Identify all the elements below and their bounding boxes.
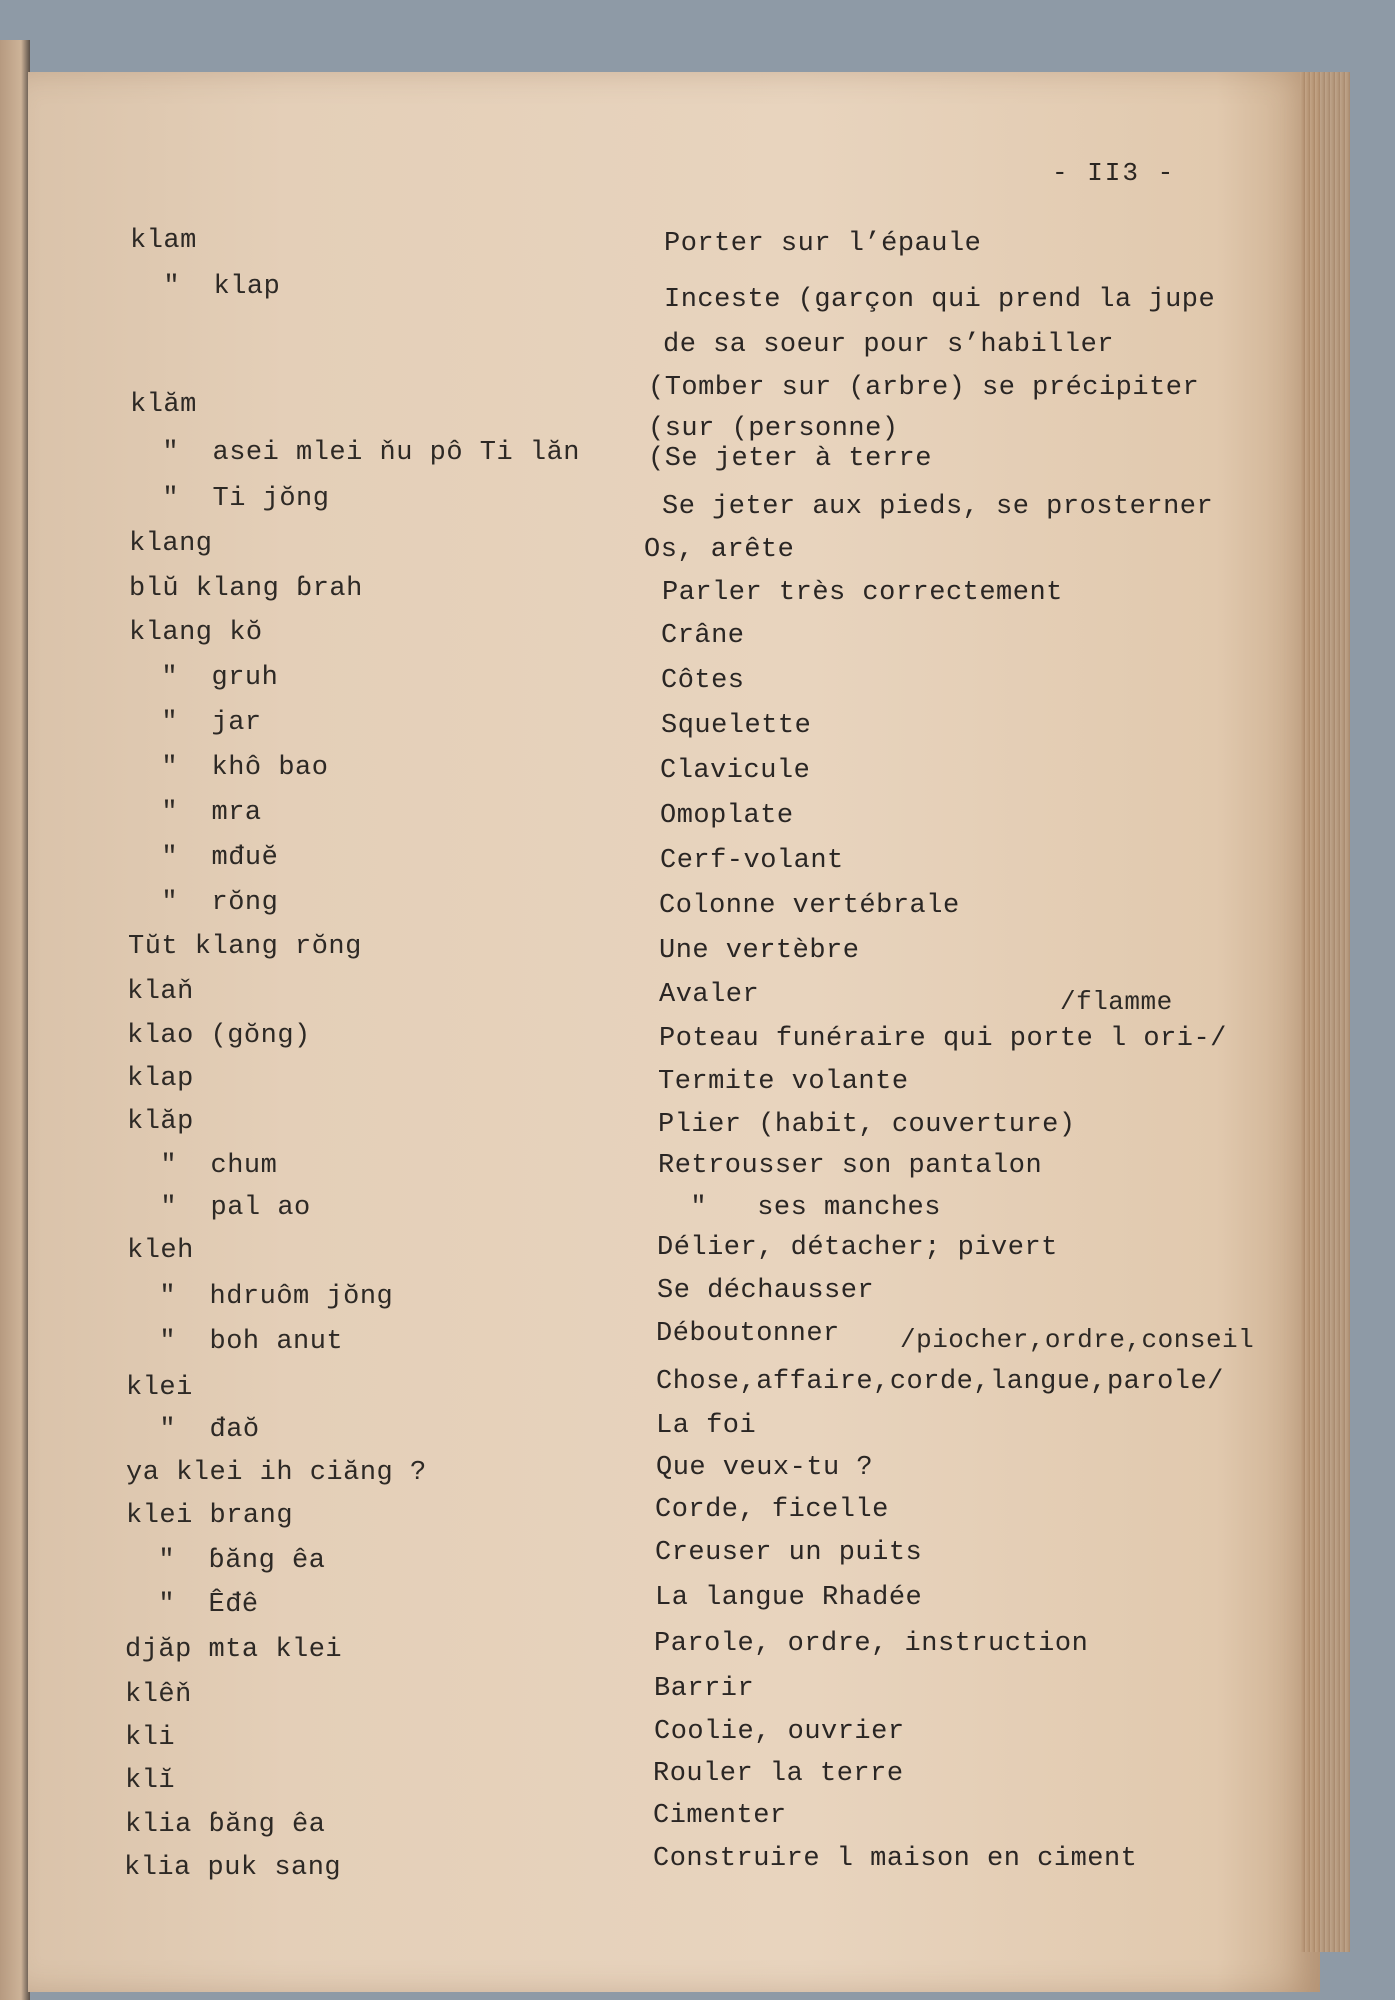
entry-definition: Côtes: [661, 666, 745, 696]
entry-term: ya klei ih ciăng ?: [126, 1458, 427, 1488]
entry-definition: (Tomber sur (arbre) se précipiter: [648, 373, 1200, 403]
entry-term: " mđuĕ: [128, 843, 279, 873]
entry-term: " gruh: [128, 663, 279, 693]
entry-term: klei: [126, 1373, 193, 1403]
entry-term: klĭ: [125, 1766, 176, 1796]
entry-definition: Cimenter: [653, 1801, 787, 1831]
entry-definition: Crâne: [661, 621, 745, 651]
entry-term: klang: [129, 529, 213, 559]
entry-definition: (Se jeter à terre: [648, 444, 932, 474]
entry-definition: Parler très correctement: [662, 578, 1063, 608]
entry-definition: de sa soeur pour s’habiller: [663, 330, 1114, 360]
entry-definition: " ses manches: [657, 1193, 941, 1223]
entry-definition: Colonne vertébrale: [659, 891, 960, 921]
entry-term: klia ɓăng êa: [125, 1810, 326, 1840]
entry-term: klap: [127, 1064, 194, 1094]
entry-definition: Se jeter aux pieds, se prosterner: [662, 492, 1214, 522]
entry-definition: Parole, ordre, instruction: [654, 1629, 1089, 1659]
entry-term: " khô bao: [128, 753, 329, 783]
entry-definition: Squelette: [661, 711, 812, 741]
entry-definition: Barrir: [654, 1674, 755, 1704]
note-flamme: /flamme: [1060, 987, 1173, 1017]
entry-term: " mra: [128, 798, 262, 828]
entry-term: " asei mlei ňu pô Ti lăn: [129, 438, 580, 468]
entry-term: djăp mta klei: [125, 1635, 343, 1665]
entry-term: " rŏng: [128, 888, 279, 918]
entry-term: klêň: [125, 1680, 192, 1710]
entry-definition: Se déchausser: [657, 1276, 875, 1306]
entry-definition: Cerf-volant: [660, 846, 844, 876]
entry-term: " ɓăng êa: [125, 1546, 326, 1576]
entry-definition: Inceste (garçon qui prend la jupe: [664, 285, 1216, 315]
entry-definition: Omoplate: [660, 801, 794, 831]
entry-term: klaň: [127, 977, 194, 1007]
entry-definition: Poteau funéraire qui porte l ori-/: [659, 1024, 1227, 1054]
entry-term: " jar: [128, 708, 262, 738]
entry-term: klang kŏ: [129, 618, 263, 648]
entry-definition: Retrousser son pantalon: [658, 1151, 1043, 1181]
entry-term: klăm: [130, 390, 197, 420]
entry-definition: Clavicule: [660, 756, 811, 786]
entry-term: " hdruôm jŏng: [126, 1282, 394, 1312]
note-piocher: /piocher,ordre,conseil: [900, 1325, 1255, 1355]
entry-definition: Corde, ficelle: [655, 1495, 889, 1525]
entry-definition: Une vertèbre: [659, 936, 860, 966]
entry-definition: Chose,affaire,corde,langue,parole/: [656, 1367, 1224, 1397]
entry-definition: Termite volante: [658, 1067, 909, 1097]
entry-definition: Que veux-tu ?: [656, 1453, 874, 1483]
page-number: - II3 -: [1052, 158, 1176, 188]
entry-term: " Êđê: [125, 1590, 259, 1620]
entry-term: " Ti jŏng: [129, 484, 330, 514]
entry-term: Tŭt klang rŏng: [128, 932, 362, 962]
entry-definition: (sur (personne): [648, 414, 899, 444]
entry-definition: La langue Rhadée: [655, 1583, 923, 1613]
entry-definition: Creuser un puits: [655, 1538, 923, 1568]
entry-term: klăp: [127, 1107, 194, 1137]
entry-term: " pal ao: [127, 1193, 311, 1223]
entry-term: " boh anut: [126, 1327, 344, 1357]
entry-term: " đaŏ: [126, 1415, 260, 1445]
entry-definition: Plier (habit, couverture): [658, 1110, 1076, 1140]
entry-term: " klap: [130, 272, 281, 302]
entry-definition: La foi: [656, 1411, 757, 1441]
entry-definition: Déboutonner: [656, 1319, 840, 1349]
entry-term: klei brang: [126, 1501, 294, 1531]
entry-definition: Rouler la terre: [653, 1759, 904, 1789]
entry-definition: Coolie, ouvrier: [654, 1717, 905, 1747]
entry-definition: Délier, détacher; pivert: [657, 1233, 1058, 1263]
entry-definition: Os, arête: [644, 535, 795, 565]
entry-term: blŭ klang ɓrah: [129, 574, 363, 604]
entry-definition: Avaler: [659, 980, 760, 1010]
entry-term: " chum: [127, 1151, 278, 1181]
entry-term: klia puk sang: [124, 1853, 342, 1883]
entry-term: klam: [130, 226, 197, 256]
entry-term: kleh: [127, 1236, 194, 1266]
entry-term: klao (gŏng): [127, 1021, 311, 1051]
entry-definition: Construire l maison en ciment: [653, 1844, 1138, 1874]
entry-term: kli: [125, 1723, 176, 1753]
entry-definition: Porter sur l’épaule: [664, 229, 982, 259]
